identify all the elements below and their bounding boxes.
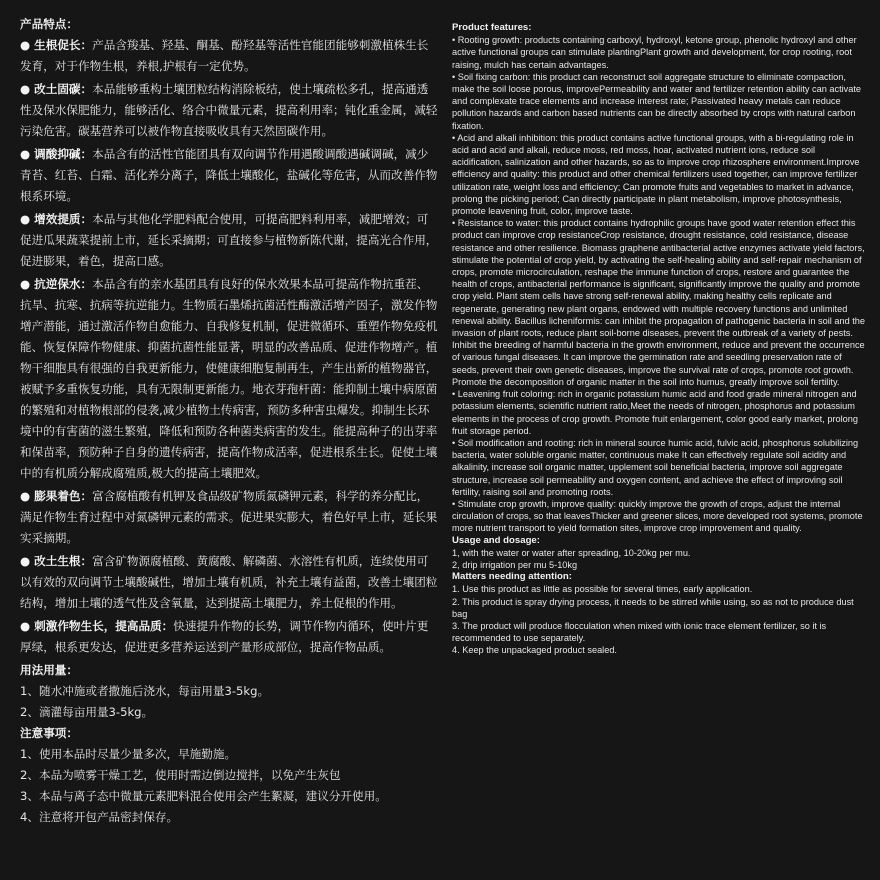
feature-paragraph-en: • Stimulate crop growth, improve quality: quickly improve the growth of crops, adjust the internal circulation of crops, so that leavesThicker and greener slices, more developed root systems, promote more nutrient transport to yield formation sites, improve crop improvement and quality. bbox=[452, 498, 863, 534]
features-list-zh bbox=[20, 35, 438, 658]
feature-lead-zh: ● 抗逆保水： bbox=[20, 277, 93, 291]
features-heading-zh: 产品特点： bbox=[20, 17, 78, 31]
note-item-zh: 1、使用本品时尽量少量多次，早施勤施。 bbox=[20, 747, 237, 761]
chinese-column bbox=[20, 14, 438, 828]
note-item-en: 3. The product will produce flocculation when mixed with ionic trace element fertilizer, so it is recommended to use separately. bbox=[452, 620, 827, 644]
feature-lead-zh: ● 改土固碳： bbox=[20, 82, 93, 96]
usage-item-en: 1, with the water or water after spreading, 10-20kg per mu. bbox=[452, 547, 691, 558]
english-column bbox=[452, 22, 867, 657]
feature-paragraph-zh bbox=[20, 551, 438, 614]
feature-text-zh: 本品与其他化学肥料配合使用，可提高肥料利用率，减肥增效；可促进瓜果蔬菜提前上市，延长采摘期；可直接参与植物新陈代谢，提高光合作用，促进膨果，着色，提高口感。 bbox=[20, 212, 438, 268]
feature-paragraph-zh bbox=[20, 616, 438, 658]
feature-paragraph-zh bbox=[20, 274, 438, 484]
feature-text-zh: 富含腐植酸有机钾及食品级矿物质氮磷钾元素，科学的养分配比，满足作物生育过程中对氮磷钾元素的需求。促进果实膨大，着色好早上市，延长果实采摘期。 bbox=[20, 489, 438, 545]
feature-text-zh: 富含矿物源腐植酸、黄腐酸、解磷菌、水溶性有机质，连续使用可以有效的双向调节土壤酸碱性，增加土壤有机质，补充土壤有益菌，改善土壤团粒结构，增加土壤的透气性及含氧量，达到提高土壤肥力，养土促根的作用。 bbox=[20, 554, 438, 610]
usage-item-zh: 1、随水冲施或者撒施后浇水，每亩用量3-5kg。 bbox=[20, 684, 270, 698]
note-item-en: 2. This product is spray drying process, it needs to be stirred while using, so as not to produce dust bag bbox=[452, 596, 854, 619]
feature-text-zh: 快速提升作物的长势，调节作物内循环，使叶片更厚绿，根系更发达，促进更多营养运送到产量形成部位，提高作物品质。 bbox=[20, 619, 429, 654]
usage-heading-en: Usage and dosage: bbox=[452, 534, 540, 546]
feature-lead-zh: ● 生根促长： bbox=[20, 38, 93, 52]
feature-paragraph-zh bbox=[20, 79, 438, 142]
feature-paragraph-en: • Acid and alkali inhibition: this product contains active functional groups, with a bi-regulating role in acid and acid and alkali, reduce moss, red moss, hoar, activated nutrient ions, reduce soil acidification, salinization and other hazards, so as to improve crop rhizosphere environment.Improve efficiency and quality: this product and other chemical fertilizers used together, can improve fertilizer utilization rate, weight loss and efficiency; Can promote fruits and vegetables to market in advance, prolong the picking period; Can directly participate in plant metabolism, improve photosynthesis, promote leavening fruit, color, improve taste. bbox=[452, 132, 860, 217]
feature-paragraph-zh bbox=[20, 486, 438, 549]
note-item-zh: 2、本品为喷雾干燥工艺，使用时需边倒边搅拌，以免产生灰包 bbox=[20, 768, 341, 782]
feature-paragraph-en: • Resistance to water: this product contains hydrophilic groups have good water retention effect this product can improve crop resistanceCrop resistance, drought resistance, cold resistance, disease resistance and other resilience. Biomass graphene antibacterial active enzymes activate yield factors, stimulate the potential of crop yield, by activating the self-healing ability and self-repair mechanism of crops, promote microcirculation, reshape the immune function of crops, restore and guarantee the health of crops, antibacterial performance is significant, significantly improve the quality and promote crop yield. Plant stem cells have strong self-renewal ability, making healthy cells replicate and regenerate, generating new plant organs, endowed with multiple recovery functions and unlimited renewal ability. Bacillus licheniformis: can inhibit the propagation of pathogenic bacteria in soil and the invasion of plant roots, reduce plant soil-borne diseases, prevent the outbreak of a variety of pests. Inhibit the breeding of harmful bacteria in the growth environment, reduce and prevent the occurrence of various fungal diseases. It can improve the germination rate and seedling preservation rate of seeds, prevent their own genetic diseases, improve the survival rate of crops, promote root growth. Promote the decomposition of organic matter in the soil into humus, greatly improve soil fertility. bbox=[452, 218, 865, 387]
note-item-en: 1. Use this product as little as possible for several times, early application. bbox=[452, 584, 753, 595]
feature-paragraph-en: • Rooting growth: products containing carboxyl, hydroxyl, ketone group, phenolic hydroxyl and other active functional groups can stimulate plantingPlant growth and development, for crop rooting, root raising, mulch has certain advantages. bbox=[452, 35, 857, 70]
feature-text-zh: 本品能够重构土壤团粒结构消除板结，使土壤疏松多孔，提高通透性及保水保肥能力，能够活化、络合中微量元素，提高利用率；钝化重金属，减轻污染危害。碳基营养可以被作物直接吸收具有天然固碳作用。 bbox=[20, 82, 438, 138]
note-item-en: 4. Keep the unpackaged product sealed. bbox=[452, 645, 617, 656]
feature-paragraph-en: • Leavening fruit coloring: rich in organic potassium humic acid and food grade mineral nitrogen and potassium elements, scientific nutrient ratio,Meet the needs of nitrogen, phosphorus and potassium elements in the process of crop growth. Promote fruit enlargement, color good early market, prolong fruit storage period. bbox=[452, 389, 858, 436]
feature-paragraph-zh bbox=[20, 144, 438, 207]
features-heading-en: Product features: bbox=[452, 22, 532, 33]
feature-lead-zh: ● 调酸抑碱： bbox=[20, 147, 93, 161]
usage-heading-zh: 用法用量： bbox=[20, 663, 78, 677]
notes-heading-en: Matters needing attention: bbox=[452, 571, 572, 583]
feature-text-zh: 本品含有的活性官能团具有双向调节作用遇酸调酸遇碱调碱，减少青苔、红苔、白霜、活化养分离子，降低土壤酸化，盐碱化等危害，从而改善作物根系环境。 bbox=[20, 147, 438, 203]
usage-item-zh: 2、滴灌每亩用量3-5kg。 bbox=[20, 705, 154, 719]
feature-text-zh: 产品含羧基、羟基、酮基、酚羟基等活性官能团能够刺激植株生长发育，对于作物生根，养根,护根有一定优势。 bbox=[20, 38, 429, 73]
feature-paragraph-en: • Soil fixing carbon: this product can reconstruct soil aggregate structure to eliminate compaction, make the soil loose porous, improvePermeability and water and fertilizer retention ability can activate and complexate trace elements and increase interest rate; Passivated heavy metals can reduce pollution hazards and carbon based nutrients can be directly absorbed by crops with natural carbon fixation. bbox=[452, 71, 862, 131]
notes-heading-zh: 注意事项： bbox=[20, 726, 78, 740]
feature-text-zh: 本品含有的亲水基团具有良好的保水效果本品可提高作物抗重茬、抗旱、抗寒、抗病等抗逆能力。生物质石墨烯抗菌活性酶激活增产因子，激发作物增产潜能，通过激活作物自愈能力、自我修复机制，促进微循环、重塑作物免疫机能、恢复保障作物健康、抑菌抗菌性能显著，明显的改善品质、促进作物增产。植物干细胞具有很强的自我更新能力，使健康细胞复制再生，产生出新的植物器官，被赋予多重恢复功能，具有无限制更新能力。地衣芽孢杆菌：能抑制土壤中病原菌的繁殖和对植物根部的侵袭,减少植物土传病害，预防多种害虫爆发。抑制生长环境中的有害菌的滋生繁殖，降低和预防各种菌类病害的发生。能提高种子的出芽率和保苗率，预防种子自身的遗传病害，提高作物成活率，促进根系生长。促使土壤中的有机质分解成腐殖质,极大的提高土壤肥效。 bbox=[20, 277, 438, 480]
feature-lead-zh: ● 增效提质： bbox=[20, 212, 93, 226]
feature-paragraph-zh bbox=[20, 35, 438, 77]
feature-paragraph-en: • Soil modification and rooting: rich in mineral source humic acid, fulvic acid, phosphorus solubilizing bacteria, water soluble organic matter, continuous make It can effectively regulate soil acidity and alkalinity, increase soil organic matter, upplement soil beneficial bacteria, improve soil aggregate structure, increase soil permeability and oxygen content, and achieve the effect of improving soil fertility, raising soil and promoting roots. bbox=[452, 437, 859, 497]
usage-item-en: 2, drip irrigation per mu 5-10kg bbox=[452, 559, 578, 570]
note-item-zh: 3、本品与离子态中微量元素肥料混合使用会产生絮凝，建议分开使用。 bbox=[20, 789, 387, 803]
feature-lead-zh: ● 改土生根： bbox=[20, 554, 93, 568]
feature-paragraph-zh bbox=[20, 209, 438, 272]
note-item-zh: 4、注意将开包产品密封保存。 bbox=[20, 810, 179, 824]
feature-lead-zh: ● 刺激作物生长，提高品质： bbox=[20, 619, 174, 633]
feature-lead-zh: ● 膨果着色： bbox=[20, 489, 93, 503]
